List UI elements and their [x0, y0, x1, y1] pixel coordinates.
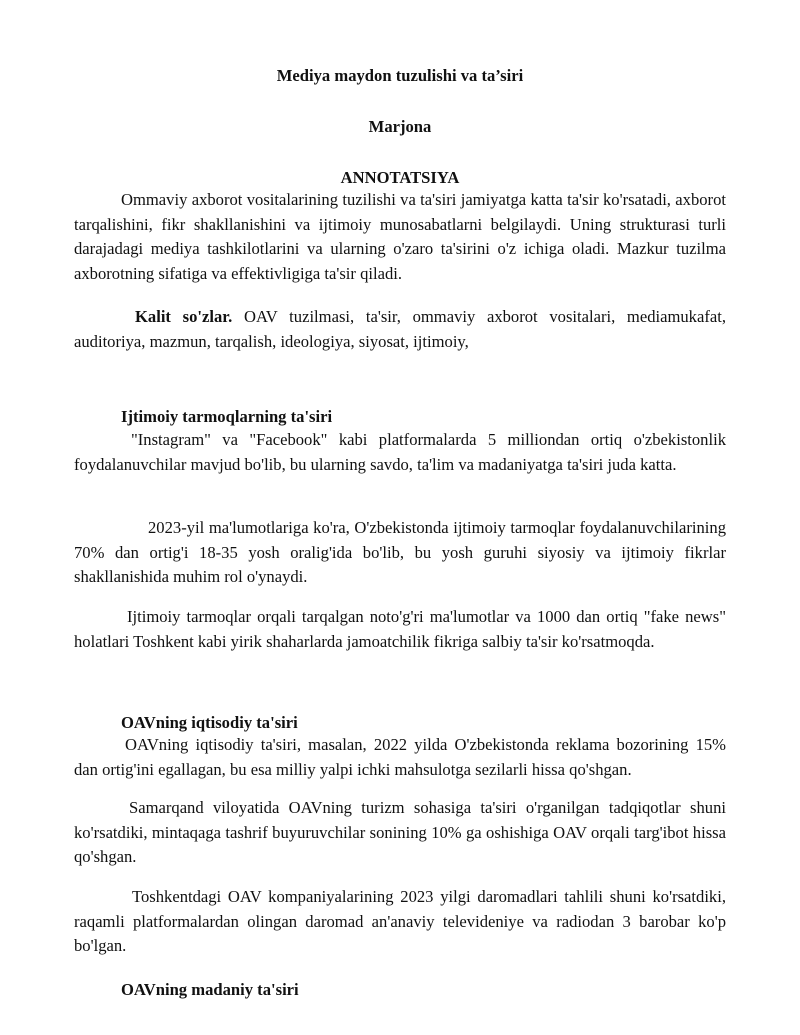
social-paragraph-3: Ijtimoiy tarmoqlar orqali tarqalgan noto'g'ri ma'lumotlar va 1000 dan ortiq "fake news" holatlari Toshkent kabi yirik shaharlarda jamoatchilik fikriga salbiy ta'sir ko'rsatmoqda.: [74, 607, 726, 651]
section-heading-social: Ijtimoiy tarmoqlarning ta'siri: [121, 407, 333, 426]
social-paragraph-1: "Instagram" va "Facebook" kabi platformalarda 5 milliondan ortiq o'zbekistonlik foydalanuvchilar mavjud bo'lib, bu ularning savdo, ta'lim va madaniyatga ta'siri juda katta.: [74, 430, 726, 474]
abstract-paragraph: Ommaviy axborot vositalarining tuzilishi va ta'siri jamiyatga katta ta'sir ko'rsatadi, axborot tarqalishini, fikr shakllanishini va ijtimoiy munosabatlarni belgilaydi. Uning strukturasi turli darajadagi mediya tashkilotlarini va ularning o'zaro ta'sirini o'z ichiga oladi. Mazkur tuzilma axborotning sifatiga va effektivligiga ta'sir qiladi.: [74, 190, 726, 283]
economic-paragraph-1: OAVning iqtisodiy ta'siri, masalan, 2022 yilda O'zbekistonda reklama bozorining 15% dan ortig'ini egallagan, bu esa milliy yalpi ichki mahsulotga sezilarli hissa qo'shgan.: [74, 735, 726, 779]
section-heading-economic: OAVning iqtisodiy ta'siri: [121, 713, 298, 732]
author-name: Marjona: [368, 117, 432, 136]
document-title: Mediya maydon tuzulishi va ta’siri: [276, 66, 524, 85]
social-paragraph-2: 2023-yil ma'lumotlariga ko'ra, O'zbekistonda ijtimoiy tarmoqlar foydalanuvchilarining 70% dan ortig'i 18-35 yosh oralig'ida bo'lib, bu yosh guruhi siyosiy va ijtimoiy fikrlar shakllanishida muhim rol o'ynaydi.: [74, 518, 726, 586]
abstract-heading: ANNOTATSIYA: [340, 168, 460, 187]
keywords-paragraph: [74, 305, 726, 354]
keywords-text: OAV tuzilmasi, ta'sir, ommaviy axborot vositalari, mediamukafat, auditoriya, mazmun, tarqalish, ideologiya, siyosat, ijtimoiy,: [74, 307, 726, 351]
economic-paragraph-3: Toshkentdagi OAV kompaniyalarining 2023 yilgi daromadlari tahlili shuni ko'rsatdiki, raqamli platformalardan olingan daromad an'anaviy televideniye va radiodan 3 barobar ko'p bo'lgan.: [74, 887, 726, 955]
keywords-label: Kalit so'zlar.: [135, 307, 233, 326]
section-heading-cultural: OAVning madaniy ta'siri: [121, 980, 299, 999]
economic-paragraph-2: Samarqand viloyatida OAVning turizm sohasiga ta'siri o'rganilgan tadqiqotlar shuni ko'rsatdiki, mintaqaga tashrif buyuruvchilar sonining 10% ga oshishiga OAV orqali targ'ibot hissa qo'shgan.: [74, 798, 726, 866]
